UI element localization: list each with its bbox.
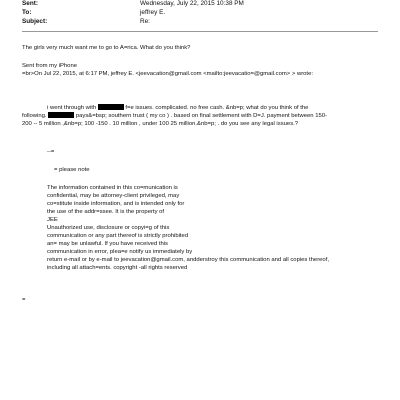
- trailer-mark: =: [22, 297, 26, 303]
- disclaimer-line: co=stitute inside information, and is intended only for: [47, 201, 185, 207]
- to-label: To:: [22, 9, 32, 16]
- redaction-box: [48, 112, 74, 118]
- please-note-line: = please note: [54, 167, 90, 173]
- disclaimer-line: The information contained in this co=munication is: [47, 185, 178, 191]
- subject-value: Re:: [140, 18, 150, 25]
- quoted-line-1-start: i went through with: [47, 105, 97, 111]
- header-divider: [22, 31, 378, 32]
- quoted-line-2-start: following.: [22, 113, 47, 119]
- sent-label: Sent:: [22, 0, 38, 7]
- signature-dash: --=: [47, 149, 55, 155]
- disclaimer-line: JEE: [47, 217, 58, 223]
- quote-intro-line: =br>On Jul 22, 2015, at 6:17 PM, jeffrey E. <jeevacation@gmail.com <mailto:jeevacatio=@gmail.com> > wrote:: [22, 71, 313, 77]
- message-line: The girls very much want me to go to A=rica. What do you think?: [22, 45, 191, 51]
- disclaimer-line: an= may be unlawful. If you have received this: [47, 241, 168, 247]
- quoted-line-2-end: pays&=bsp; southern trust ( my co ) . based on final settlement with D=J. payment between 150-: [75, 113, 327, 119]
- disclaimer-line: communication or any part thereof is strictly prohibited: [47, 233, 189, 239]
- subject-label: Subject:: [22, 18, 48, 25]
- sent-from-line: Sent from my iPhone: [22, 63, 78, 69]
- disclaimer-line: confidential, may be attorney-client privileged, may: [47, 193, 180, 199]
- disclaimer-line: Unauthorized use, disclosure or copyi=g of this: [47, 225, 170, 231]
- redaction-box: [98, 104, 124, 110]
- quoted-line-2: [22, 112, 327, 120]
- sent-value: Wednesday, July 22, 2015 10:38 PM: [140, 0, 244, 7]
- quoted-line-1-end: f=e issues. complicated. no free cash. &nb=p; what do you think of the: [125, 105, 309, 111]
- disclaimer-line: return e-mail or by e-mail to jeevacation@gmail.com, andderstroy this communication and all copies thereof,: [47, 257, 329, 263]
- disclaimer-line: communication in error, plea=e notify us immediately by: [47, 249, 193, 255]
- quoted-line-3: 200 -- 5 million ,&nb=p; 100 -150 . 10 million , under 100 25 million.&nb=p; . do you see any legal issues.?: [22, 121, 299, 127]
- quoted-line-1: [47, 104, 308, 112]
- disclaimer-line: the use of the addr=ssee. It is the property of: [47, 209, 165, 215]
- disclaimer-line: including all attach=ents. copyright -all rights reserved: [47, 265, 188, 271]
- to-value: jeffrey E.: [140, 9, 166, 16]
